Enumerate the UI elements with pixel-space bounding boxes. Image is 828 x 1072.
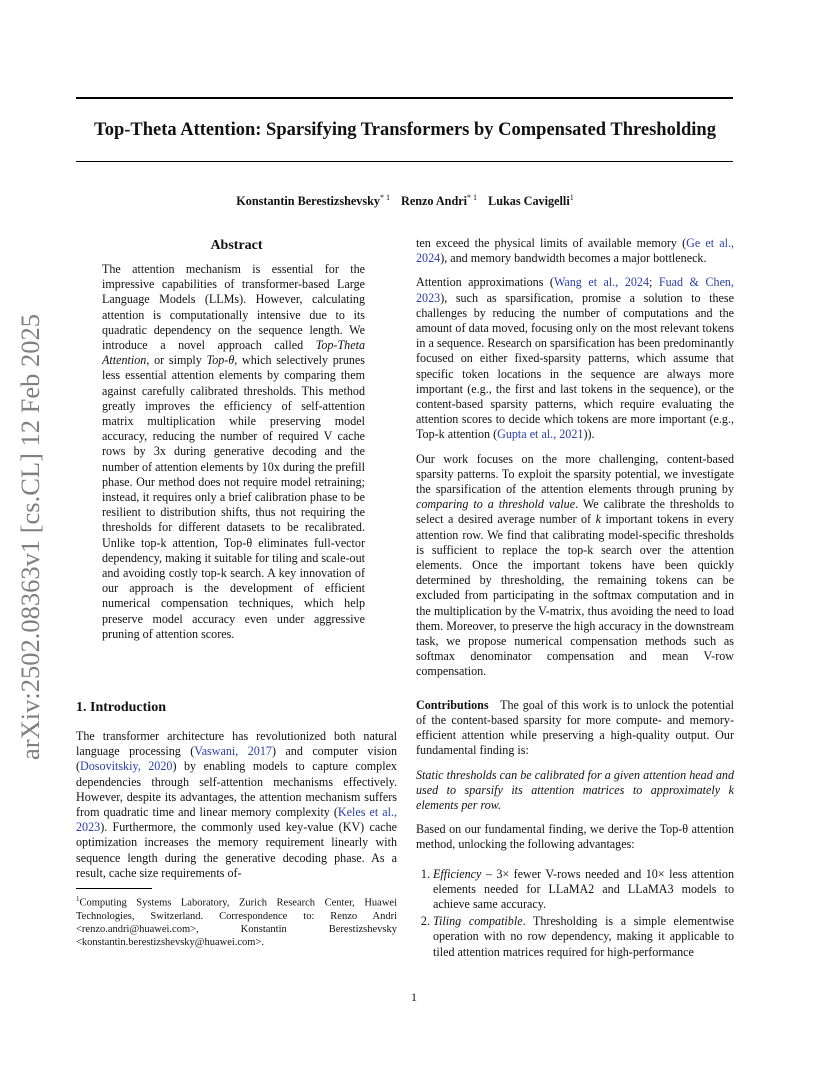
footnote-rule xyxy=(76,888,152,889)
author-3: Lukas Cavigelli$^1$ xyxy=(488,193,574,209)
citation-dosovitskiy[interactable]: Dosovitskiy, 2020 xyxy=(80,759,173,774)
author-2: Renzo Andri$^{* 1}$ xyxy=(401,193,478,209)
citation-gupta[interactable]: Gupta et al., 2021 xyxy=(497,427,584,442)
advantages-intro: Based on our fundamental finding, we derive the Top-θ attention method, unlocking the following advantages: xyxy=(416,822,734,852)
page-number: 1 xyxy=(411,990,417,1004)
contributions-heading: Contributions xyxy=(416,697,489,712)
list-item: 1. Efficiency – 3× fewer V-rows needed and 10× less attention elements needed for LLaMA2 and LLaMA3 models to achieve same accuracy. xyxy=(433,867,734,913)
advantages-list xyxy=(416,867,734,960)
footnote: $^1$Computing Systems Laboratory, Zurich Research Center, Huawei Technologies, Switzerland. Correspondence to: Renzo Andri <renzo.andri@huawei.com>, Konstantin Berestizshevsky <konstantin.berestizshevsky@huawei.com>. xyxy=(76,895,397,948)
list-item: 2. Tiling compatible. Thresholding is a simple elementwise operation with no row dependency, making it applicable to tiled attention matrices required for high-performance xyxy=(433,914,734,960)
citation-fuad[interactable]: Fuad & Chen, 2023 xyxy=(416,275,735,305)
author-list xyxy=(60,190,750,209)
left-column xyxy=(76,236,397,880)
fundamental-finding: Static thresholds can be calibrated for a given attention head and used to sparsify its attention matrices to approximately k elements per row. xyxy=(416,767,734,812)
citation-wang[interactable]: Wang et al., 2024 xyxy=(553,275,650,290)
arxiv-stamp: arXiv:2502.08363v1 [cs.CL] 12 Feb 2025 xyxy=(15,313,45,760)
citation-keles[interactable]: Keles et al., 2023 xyxy=(76,805,397,835)
introduction-text: The transformer architecture has revolutionized both natural language processing (Vaswani, 2017) and computer vision (Dosovitskiy, 2020) by enabling models to capture complex dependencies through self-attention mechanisms effectively. However, despite its advantages, the attention mechanism suffers from quadratic time and linear memory complexity (Keles et al., 2023). Furthermore, the commonly used key-value (KV) cache optimization increases the memory requirement linearly with sequence length during the generative decoding phase. As a result, cache size requirements of- xyxy=(76,729,397,880)
citation-ge[interactable]: Ge et al., 2024 xyxy=(416,236,734,266)
abstract-heading: Abstract xyxy=(210,238,263,253)
citation-vaswani[interactable]: Vaswani, 2017 xyxy=(194,744,272,759)
intro-continued-text: ten exceed the physical limits of available memory (Ge et al., 2024), and memory bandwidth becomes a major bottleneck. xyxy=(416,236,734,266)
contributions-paragraph: Contributions The goal of this work is to unlock the potential of the content-based sparsity for more compute- and memory-efficient attention while preserving a high-quality output. Our fundamental finding is: xyxy=(416,697,735,758)
our-work-paragraph: Our work focuses on the more challenging, content-based sparsity patterns. To exploit the sparsity potential, we investigate the sparsification of the attention elements through pruning by comparing to a threshold value. We calibrate the thresholds to select a desired average number of k important tokens in every attention row. We find that calibrating model-specific thresholds is sufficient to replace the top-k search over the attention elements. Once the important tokens have been quickly determined by thresholding, the remaining tokens can be excluded from participating in the softmax computation and in the multiplication by the V-matrix, thus avoiding the need to load them. Moreover, to preserve the high accuracy in the downstream task, we propose numerical compensation methods such as softmax denominator compensation and mean V-row compensation. xyxy=(416,451,734,679)
attention-approximations-paragraph: Attention approximations (Wang et al., 2024; Fuad & Chen, 2023), such as sparsification, promise a solution to these challenges by reducing the number of computations and the amount of data moved, focusing only on the most relevant tokens in a sequence. Research on sparsification has been predominantly focused on either fixed-sparsity patterns, which assume that specific token locations in the sequence are always more important (e.g., the first and last tokens in the sequence), or the content-based sparsity patterns, which require evaluating the attention scores to decide which tokens are more important (e.g., Top-k attention (Gupta et al., 2021)). xyxy=(416,275,735,442)
author-1: Konstantin Berestizshevsky$^{* 1}$ xyxy=(236,193,390,209)
title-rule-bottom xyxy=(76,161,733,162)
introduction-heading: 1. Introduction xyxy=(76,700,166,715)
title-rule-top xyxy=(76,97,733,99)
paper-title: Top-Theta Attention: Sparsifying Transformers by Compensated Thresholding xyxy=(94,120,716,140)
abstract-text: The attention mechanism is essential for the impressive capabilities of transformer-based Large Language Models (LLMs). However, calculating attention is computationally intensive due to its quadratic dependency on the sequence length. We introduce a novel approach called Top-Theta Attention, or simply Top-θ, which selectively prunes less essential attention elements by comparing them against carefully calibrated thresholds. This method greatly improves the efficiency of self-attention matrix multiplication while preserving model accuracy, reducing the number of required V cache rows by 3x during generative decoding and the number of attention elements by 10x during the prefill phase. Our method does not require model retraining; instead, it requires only a brief calibration phase to be resilient to distribution shifts, thus not requiring the thresholds for different datasets to be recalibrated. Unlike top-k attention, Top-θ eliminates full-vector dependency, making it suitable for tiling and scale-out and avoiding costly top-k search. A key innovation of our approach is the development of efficient numerical compensation techniques, which help preserve model accuracy even under aggressive pruning of attention scores. xyxy=(102,262,365,641)
right-column xyxy=(416,236,734,962)
